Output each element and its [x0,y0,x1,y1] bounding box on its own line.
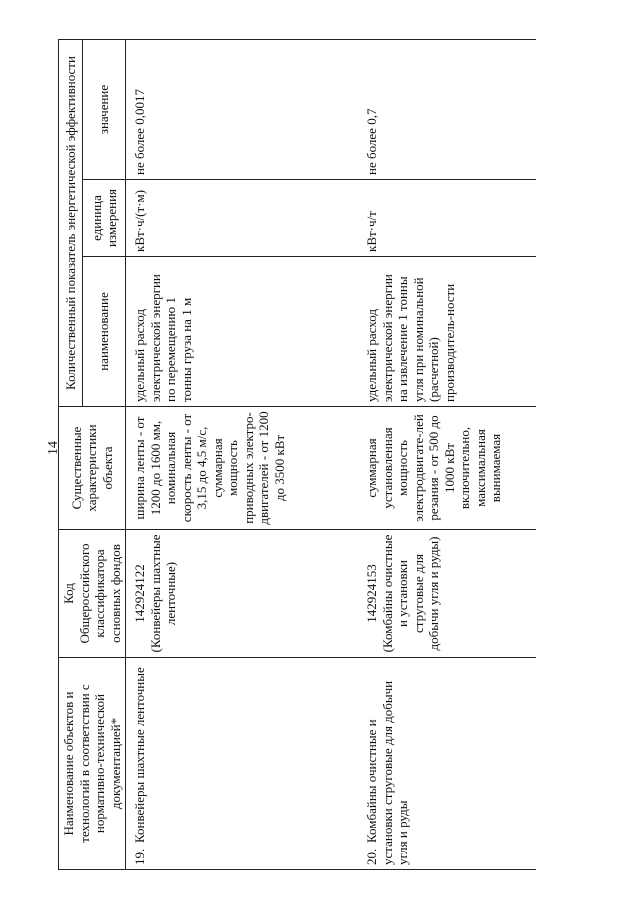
header-characteristics: Существенные характеристики объекта [59,407,126,530]
header-okof: Код Общероссийского классификатора основных фондов [59,530,126,658]
row-name: Комбайны очистные и установки струговые для добычи угля и руды [364,680,410,865]
header-unit: единица измерения [83,180,126,257]
row-value: не более 0,0017 [126,39,363,179]
table-row [126,39,363,869]
table-row [362,39,536,869]
row-number: 19. [132,848,147,865]
row-unit: кВт·ч/(т·м) [126,180,363,257]
energy-efficiency-table-container [58,40,618,870]
row-indicator-name: удельный расход электрической энергии по перемещению 1 тонны груза на 1 м [126,257,363,407]
header-indicator-name: наименование [83,257,126,407]
page-number: 14 [46,441,61,455]
row-unit: кВт·ч/т [362,180,536,257]
row-okof: 142924122 (Конвейеры шахтные ленточные) [126,530,363,658]
energy-efficiency-table [58,39,536,870]
header-indicator: Количественный показатель энергетической эффективности [59,39,83,406]
header-value: значение [83,39,126,179]
row-characteristics: суммарная установленная мощность электродвигате-лей резания - от 500 до 1000 кВт включительно, максимальная вынимаемая [362,407,536,530]
header-name: Наименование объектов и технологий в соответствии с нормативно-технической документацией* [59,658,126,870]
row-characteristics: ширина ленты - от 1200 до 1600 мм, номинальная скорость ленты - от 3,15 до 4,5 м/с, суммарная мощность приводных электро-двигателей - от 1200 до 3500 кВт [126,407,363,530]
row-value: не более 0,7 [362,39,536,179]
row-name: Конвейеры шахтные ленточные [132,667,147,843]
row-number: 20. [364,848,379,865]
row-okof: 142924153 (Комбайны очистные и установки струговые для добычи угля и руды) [362,530,536,658]
row-indicator-name: удельный расход электрической энергии на извлечение 1 тонны угля при номинальной (расчетной) производитель-ности [362,257,536,407]
